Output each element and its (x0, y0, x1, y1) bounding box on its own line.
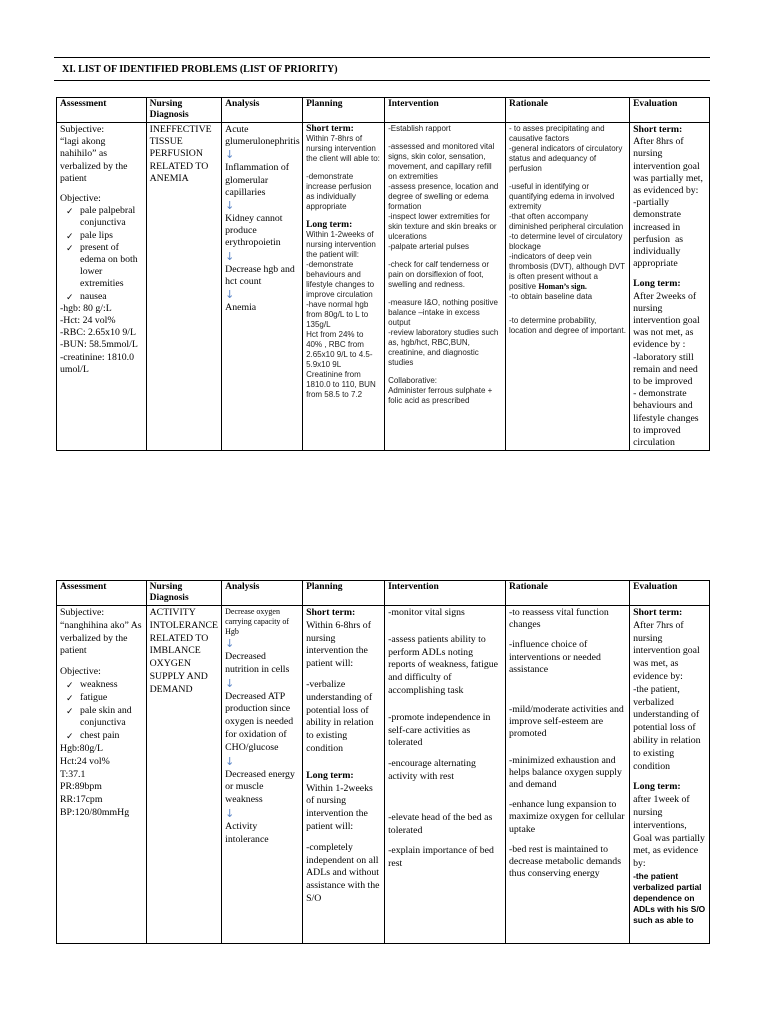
intervention-item: -explain importance of bed rest (388, 845, 497, 870)
header-row (57, 98, 710, 123)
collaborative-text: Administer ferrous sulphate + folic acid as prescribed (388, 386, 495, 405)
arrow-down-icon: ↓ (225, 754, 235, 768)
lab-value: -Hct: 24 vol% (60, 315, 116, 327)
intervention-item: -promote independence in self-care activities as tolerated (388, 711, 493, 749)
care-plan-table-1 (56, 97, 710, 451)
planning-cell (303, 123, 385, 451)
short-term-label: Short term: (306, 607, 356, 618)
header-row (57, 581, 710, 606)
intervention-item: -check for calf tenderness or pain on dorsiflexion of foot, swelling and redness. (388, 260, 492, 289)
vital-sign: BP:120/80mmHg (60, 806, 130, 818)
intervention-cell (385, 606, 506, 944)
arrow-down-icon: ↓ (225, 249, 235, 263)
evaluation-cell (630, 123, 710, 451)
arrow-down-icon: ↓ (225, 148, 235, 162)
analysis-step: Anemia (225, 302, 257, 314)
nursing-diagnosis: INEFFECTIVE TISSUE PERFUSION RELATED TO ANEMIA (149, 124, 214, 184)
analysis-step: Decreased ATP production since oxygen is needed for oxidation of CHO/glucose (225, 690, 296, 753)
short-term-text: Within 7-8hrs of nursing intervention the client will able to: (306, 134, 380, 163)
vital-sign: RR:17cpm (60, 794, 103, 806)
assessment-cell (57, 123, 147, 451)
col-header-diagnosis: Nursing Diagnosis (146, 581, 222, 606)
col-header-evaluation: Evaluation (630, 581, 710, 606)
nursing-diagnosis: ACTIVITY INTOLERANCE RELATED TO IMBLANCE OXYGEN SUPPLY AND DEMAND (149, 607, 221, 695)
intervention-item: -assess patients ability to perform ADLs noting reports of weakness, fatigue and difficulty of accomplishing task (388, 633, 501, 696)
diagnosis-cell (146, 123, 222, 451)
long-term-evidence: -the patient verbalized partial dependence on ADLs with his S/O such as able to (633, 870, 706, 925)
rationale-item: -useful in identifying or quantifying edema in involved extremity -that often accompany diminished peripheral circulation -to determine level of circulatory blockage -indicators of deep vein thrombosis (DVT), although DVT is often present without a positive (508, 182, 625, 291)
intervention-cell (385, 123, 506, 451)
analysis-step: Decreased nutrition in cells (225, 651, 290, 675)
vital-sign: T:37.1 (60, 768, 86, 780)
check-item: ✓ chest pain (66, 730, 143, 743)
intervention-item: -assessed and monitored vital signs, skin color, sensation, movement, and capillary refill on extremities -assess presence, location and degree of swelling or edema formation -inspect lower extremities for skin texture and skin breaks or ulcerations -palpate arterial pulses (388, 142, 499, 251)
objective-checklist (60, 205, 143, 303)
subjective-label: Subjective: (60, 124, 105, 135)
check-item: ✓ weakness (66, 679, 143, 692)
col-header-rationale: Rationale (505, 581, 629, 606)
intervention-item: -measure I&O, nothing positive balance –intake in excess output -review laboratory studies such as, hgb/hct, RBC,BUN, creatinine, and diagnostic studies (388, 298, 499, 367)
col-header-analysis: Analysis (222, 581, 303, 606)
analysis-step: Decrease oxygen carrying capacity of Hgb (225, 607, 292, 636)
short-term-label: Short term: (306, 124, 354, 134)
intervention-item: -Establish rapport (388, 124, 451, 133)
long-term-goal: -completely independent on all ADLs and without assistance with the S/O (306, 841, 382, 904)
evaluation-cell (630, 606, 710, 944)
col-header-planning: Planning (303, 98, 385, 123)
problem-row (57, 123, 710, 451)
analysis-step: Kidney cannot produce erythropoietin (225, 213, 285, 249)
verbalized-text: verbalized by the patient (60, 632, 130, 657)
short-term-goal: -demonstrate increase perfusion as individually appropriate (306, 172, 374, 211)
patient-quote: “nanghihina ako” As (60, 619, 142, 631)
col-header-planning: Planning (303, 581, 385, 606)
diagnosis-cell (146, 606, 222, 944)
long-term-text: Within 1-2weeks of nursing intervention the patient will: (306, 782, 376, 832)
care-plan-table-2 (56, 580, 710, 944)
check-item: ✓ nausea (66, 291, 143, 303)
objective-checklist (60, 679, 143, 743)
intervention-item: -elevate head of the bed as tolerated (388, 811, 495, 836)
col-header-evaluation: Evaluation (630, 98, 710, 123)
long-term-evaluation: After 2weeks of nursing intervention goal was not met, as evidence by : -laboratory still remain and need to be improved - demonstrate behaviours and lifestyle changes to improved circulation (633, 290, 700, 449)
rationale-item: -to reassess vital function changes (508, 607, 612, 631)
col-header-diagnosis: Nursing Diagnosis (146, 98, 222, 123)
check-item: ✓ present of edema on both lower extremities (66, 242, 143, 291)
col-header-intervention: Intervention (385, 581, 506, 606)
rationale-item: -bed rest is maintained to decrease metabolic demands thus conserving energy (508, 843, 624, 880)
verbalized-text: verbalized by the patient (60, 160, 130, 184)
long-term-label: Long term: (633, 278, 681, 290)
arrow-down-icon: ↓ (225, 637, 235, 650)
vital-sign: Hgb:80g/L (60, 742, 103, 754)
problem-row (57, 606, 710, 944)
planning-cell (303, 606, 385, 944)
col-header-analysis: Analysis (222, 98, 303, 123)
vital-sign: Hct:24 vol% (60, 755, 110, 767)
arrow-down-icon: ↓ (225, 806, 235, 820)
long-term-label: Long term: (306, 769, 354, 781)
col-header-intervention: Intervention (385, 98, 506, 123)
col-header-rationale: Rationale (505, 98, 629, 123)
analysis-step: Acute glumerulonephritis (225, 124, 300, 148)
lab-value: -BUN: 58.5mmol/L (60, 339, 138, 351)
objective-label: Objective: (60, 193, 101, 205)
analysis-cell (222, 606, 303, 944)
vital-sign: PR:89bpm (60, 781, 102, 793)
subjective-label: Subjective: (60, 607, 105, 618)
check-item: ✓ pale lips (66, 230, 143, 242)
lab-value: -hgb: 80 g/:L (60, 302, 112, 314)
short-term-evaluation: After 7hrs of nursing intervention goal was met, as evidence by: -the patient, verbalized understanding of potential loss of ability in relation to existing condition (633, 619, 701, 772)
rationale-item: -influence choice of interventions or needed assistance (508, 639, 604, 675)
collaborative-label: Collaborative: (388, 376, 437, 385)
long-term-label: Long term: (633, 781, 681, 793)
long-term-evaluation: after 1week of nursing interventions, Goal was partially met, as evidence by: (633, 794, 708, 870)
analysis-step: Inflammation of glomerular capillaries (225, 162, 292, 198)
arrow-down-icon: ↓ (225, 199, 235, 213)
short-term-label: Short term: (633, 124, 683, 135)
rationale-item: -to determine probability, location and degree of important. (508, 316, 626, 335)
check-item: ✓ fatigue (66, 692, 143, 705)
analysis-step: Decrease hgb and hct count (225, 263, 298, 287)
analysis-step: Activity intolerance (225, 820, 269, 845)
arrow-down-icon: ↓ (225, 676, 235, 690)
analysis-cell (222, 123, 303, 451)
short-term-evaluation: After 8hrs of nursing intervention goal was partially met, as evidenced by: -partially demonstrate increased in perfusion as individually appropriate (633, 136, 703, 270)
intervention-item: -encourage alternating activity with rest (388, 758, 479, 782)
short-term-text: Within 6-8hrs of nursing intervention the patient will: (306, 619, 374, 670)
patient-quote: “lagi akong nahihilo” as (60, 136, 108, 160)
check-item: ✓ pale palpebral conjunctiva (66, 205, 143, 229)
short-term-label: Short term: (633, 607, 683, 618)
check-item: ✓ pale skin and conjunctiva (66, 705, 143, 731)
objective-label: Objective: (60, 666, 101, 678)
assessment-cell (57, 606, 147, 944)
rationale-item: -to obtain baseline data (508, 292, 593, 301)
top-rule (54, 57, 710, 58)
rationale-item: -minimized exhaustion and helps balance oxygen supply and demand (508, 754, 625, 791)
arrow-down-icon: ↓ (225, 288, 235, 302)
col-header-assessment: Assessment (57, 581, 147, 606)
lab-value: -RBC: 2.65x10 9/L (60, 327, 136, 339)
rationale-cell (505, 606, 629, 944)
homans-sign: Homan’s sign. (538, 282, 587, 291)
short-term-goal: -verbalize understanding of potential loss of ability in relation to existing condition (306, 678, 376, 754)
analysis-step: Decreased energy or muscle weakness (225, 768, 298, 806)
col-header-assessment: Assessment (57, 98, 147, 123)
rationale-item: -enhance lung expansion to maximize oxygen for cellular uptake (508, 799, 628, 835)
lab-value: -creatinine: 1810.0 umol/L (60, 351, 137, 375)
intervention-item: -monitor vital signs (388, 607, 465, 618)
page-heading: XI. LIST OF IDENTIFIED PROBLEMS (LIST OF PRIORITY) (62, 64, 338, 75)
long-term-text: Within 1-2weeks of nursing intervention the patient will: -demonstrate behaviours and lifestyle changes to improve circulation -have normal hgb from 80g/L to L to 135g/L Hct from 24% to 40% , RBC from 2.65x10 9/L to 4.5-5.9x10 9L Creatinine from 1810.0 to 110, BUN from 58.5 to 7.2 (306, 230, 376, 399)
long-term-label: Long term: (306, 220, 353, 230)
heading-rule (54, 80, 710, 81)
rationale-cell (505, 123, 629, 451)
rationale-item: - to asses precipitating and causative factors -general indicators of circulatory status and adequancy of perfusion (508, 124, 623, 173)
rationale-item: -mild/moderate activities and improve self-esteem are promoted (508, 704, 627, 740)
